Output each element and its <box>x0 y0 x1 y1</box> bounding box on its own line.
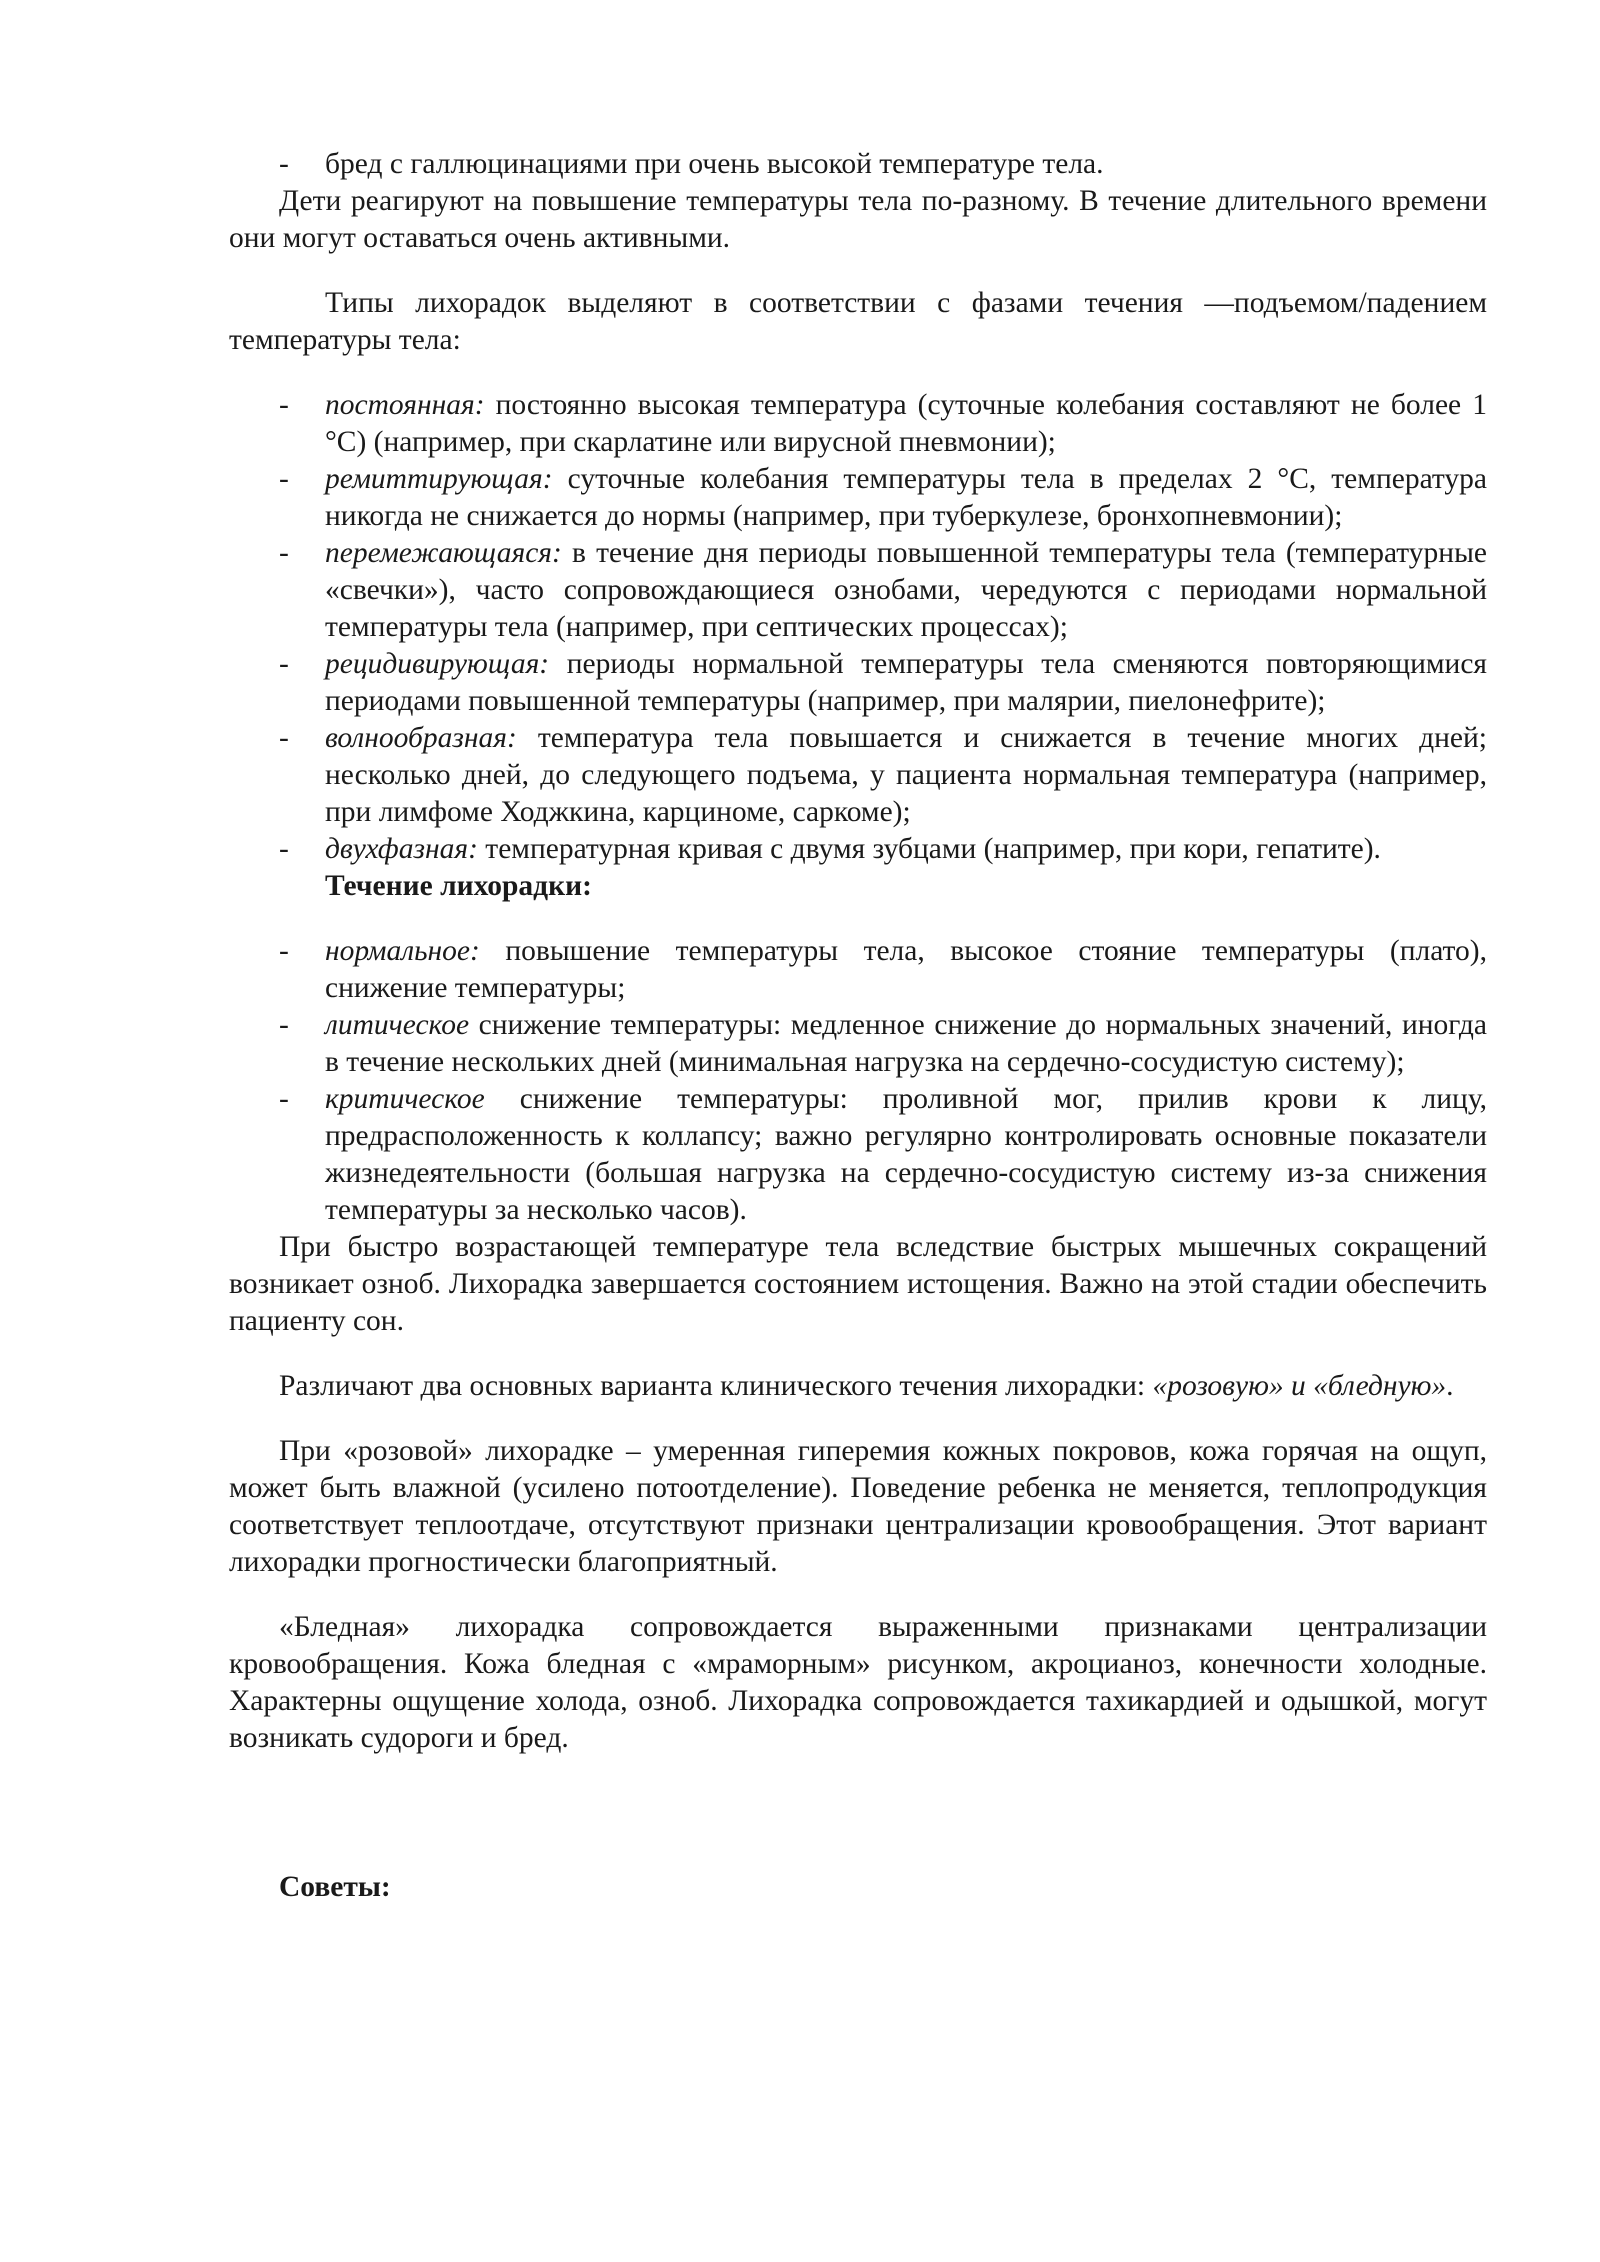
paragraph-children: Дети реагируют на повышение температуры тела по-разному. В течение длительного времени они могут оставаться очень активными. <box>229 185 1487 254</box>
term: критическое <box>325 1083 485 1115</box>
document-page <box>229 146 1487 1906</box>
list-item <box>229 1081 1487 1229</box>
dash-marker: - <box>279 1083 289 1115</box>
dash-marker: - <box>279 833 289 865</box>
list-item <box>229 146 1487 183</box>
term: волнообразная: <box>325 722 517 754</box>
dash-marker: - <box>279 648 289 680</box>
definition: температурная кривая с двумя зубцами (например, при кори, гепатите). <box>477 833 1381 865</box>
term: рецидивирующая: <box>325 648 550 680</box>
advice-heading: Советы: <box>279 1871 391 1903</box>
fever-types-list <box>229 387 1487 868</box>
course-heading: Течение лихорадки: <box>325 870 592 902</box>
term: двухфазная: <box>325 833 478 865</box>
definition: суточные колебания температуры тела в пределах 2 °C, температура никогда не снижается до нормы (например, при туберкулезе, бронхопневмонии); <box>325 463 1487 532</box>
definition: в течение дня периоды повышенной температуры тела (температурные «свечки»), часто сопровождающиеся ознобами, чередуются с периодами нормальной температуры тела (например, при септических процессах); <box>325 537 1487 643</box>
term: литическое <box>325 1009 470 1041</box>
variants-end: . <box>1446 1370 1454 1402</box>
paragraph-pink-fever: При «розовой» лихорадке – умеренная гиперемия кожных покровов, кожа горячая на ощуп, может быть влажной (усилено потоотделение). Поведение ребенка не меняется, теплопродукция соответствует теплоотдаче, отсутствуют признаки централизации кровообращения. Этот вариант лихорадки прогностически благоприятный. <box>229 1435 1487 1578</box>
list-item <box>229 387 1487 461</box>
dash-marker: - <box>279 537 289 569</box>
term: нормальное: <box>325 935 480 967</box>
list-item <box>229 535 1487 646</box>
list-item <box>229 720 1487 831</box>
list-item-text: бред с галлюцинациями при очень высокой температуре тела. <box>325 148 1104 180</box>
dash-marker: - <box>279 389 289 421</box>
definition: температура тела повышается и снижается в течение многих дней; несколько дней, до следующего подъема, у пациента нормальная температура (например, при лимфоме Ходжкина, карциноме, саркоме); <box>325 722 1487 828</box>
list-item <box>229 1007 1487 1081</box>
symptom-list <box>229 146 1487 183</box>
list-item <box>229 461 1487 535</box>
dash-marker: - <box>279 463 289 495</box>
variants-text: Различают два основных варианта клинического течения лихорадки: <box>279 1370 1153 1402</box>
variants-italic: «розовую» и «бледную» <box>1152 1370 1447 1402</box>
term: ремиттирующая: <box>325 463 553 495</box>
dash-marker: - <box>279 1009 289 1041</box>
list-item <box>229 646 1487 720</box>
term: перемежающаяся: <box>325 537 562 569</box>
definition: постоянно высокая температура (суточные колебания составляют не более 1 °C) (например, при скарлатине или вирусной пневмонии); <box>325 389 1487 458</box>
definition: повышение температуры тела, высокое стояние температуры (плато), снижение температуры; <box>325 935 1487 1004</box>
dash-marker: - <box>279 935 289 967</box>
list-item <box>229 933 1487 1007</box>
list-item <box>229 831 1487 868</box>
definition: периоды нормальной температуры тела сменяются повторяющимися периодами повышенной температуры (например, при малярии, пиелонефрите); <box>325 648 1487 717</box>
dash-marker: - <box>279 148 289 180</box>
dash-marker: - <box>279 722 289 754</box>
fever-course-list <box>229 933 1487 1229</box>
paragraph-pale-fever: «Бледная» лихорадка сопровождается выраженными признаками централизации кровообращения. Кожа бледная с «мраморным» рисунком, акроцианоз, конечности холодные. Характерны ощущение холода, озноб. Лихорадка сопровождается тахикардией и одышкой, могут возникать судороги и бред. <box>229 1611 1487 1754</box>
definition: снижение температуры: медленное снижение до нормальных значений, иногда в течение нескольких дней (минимальная нагрузка на сердечно-сосудистую систему); <box>325 1009 1487 1078</box>
term: постоянная: <box>325 389 485 421</box>
paragraph-types: Типы лихорадок выделяют в соответствии с фазами течения —подъемом/падением температуры тела: <box>229 287 1487 356</box>
paragraph-variants <box>229 1368 1487 1405</box>
definition: снижение температуры: проливной мог, прилив крови к лицу, предрасположенность к коллапсу; важно регулярно контролировать основные показатели жизнедеятельности (большая нагрузка на сердечно-сосудистую систему из-за снижения температуры за несколько часов). <box>325 1083 1487 1226</box>
paragraph-chills: При быстро возрастающей температуре тела вследствие быстрых мышечных сокращений возникает озноб. Лихорадка завершается состоянием истощения. Важно на этой стадии обеспечить пациенту сон. <box>229 1231 1487 1337</box>
